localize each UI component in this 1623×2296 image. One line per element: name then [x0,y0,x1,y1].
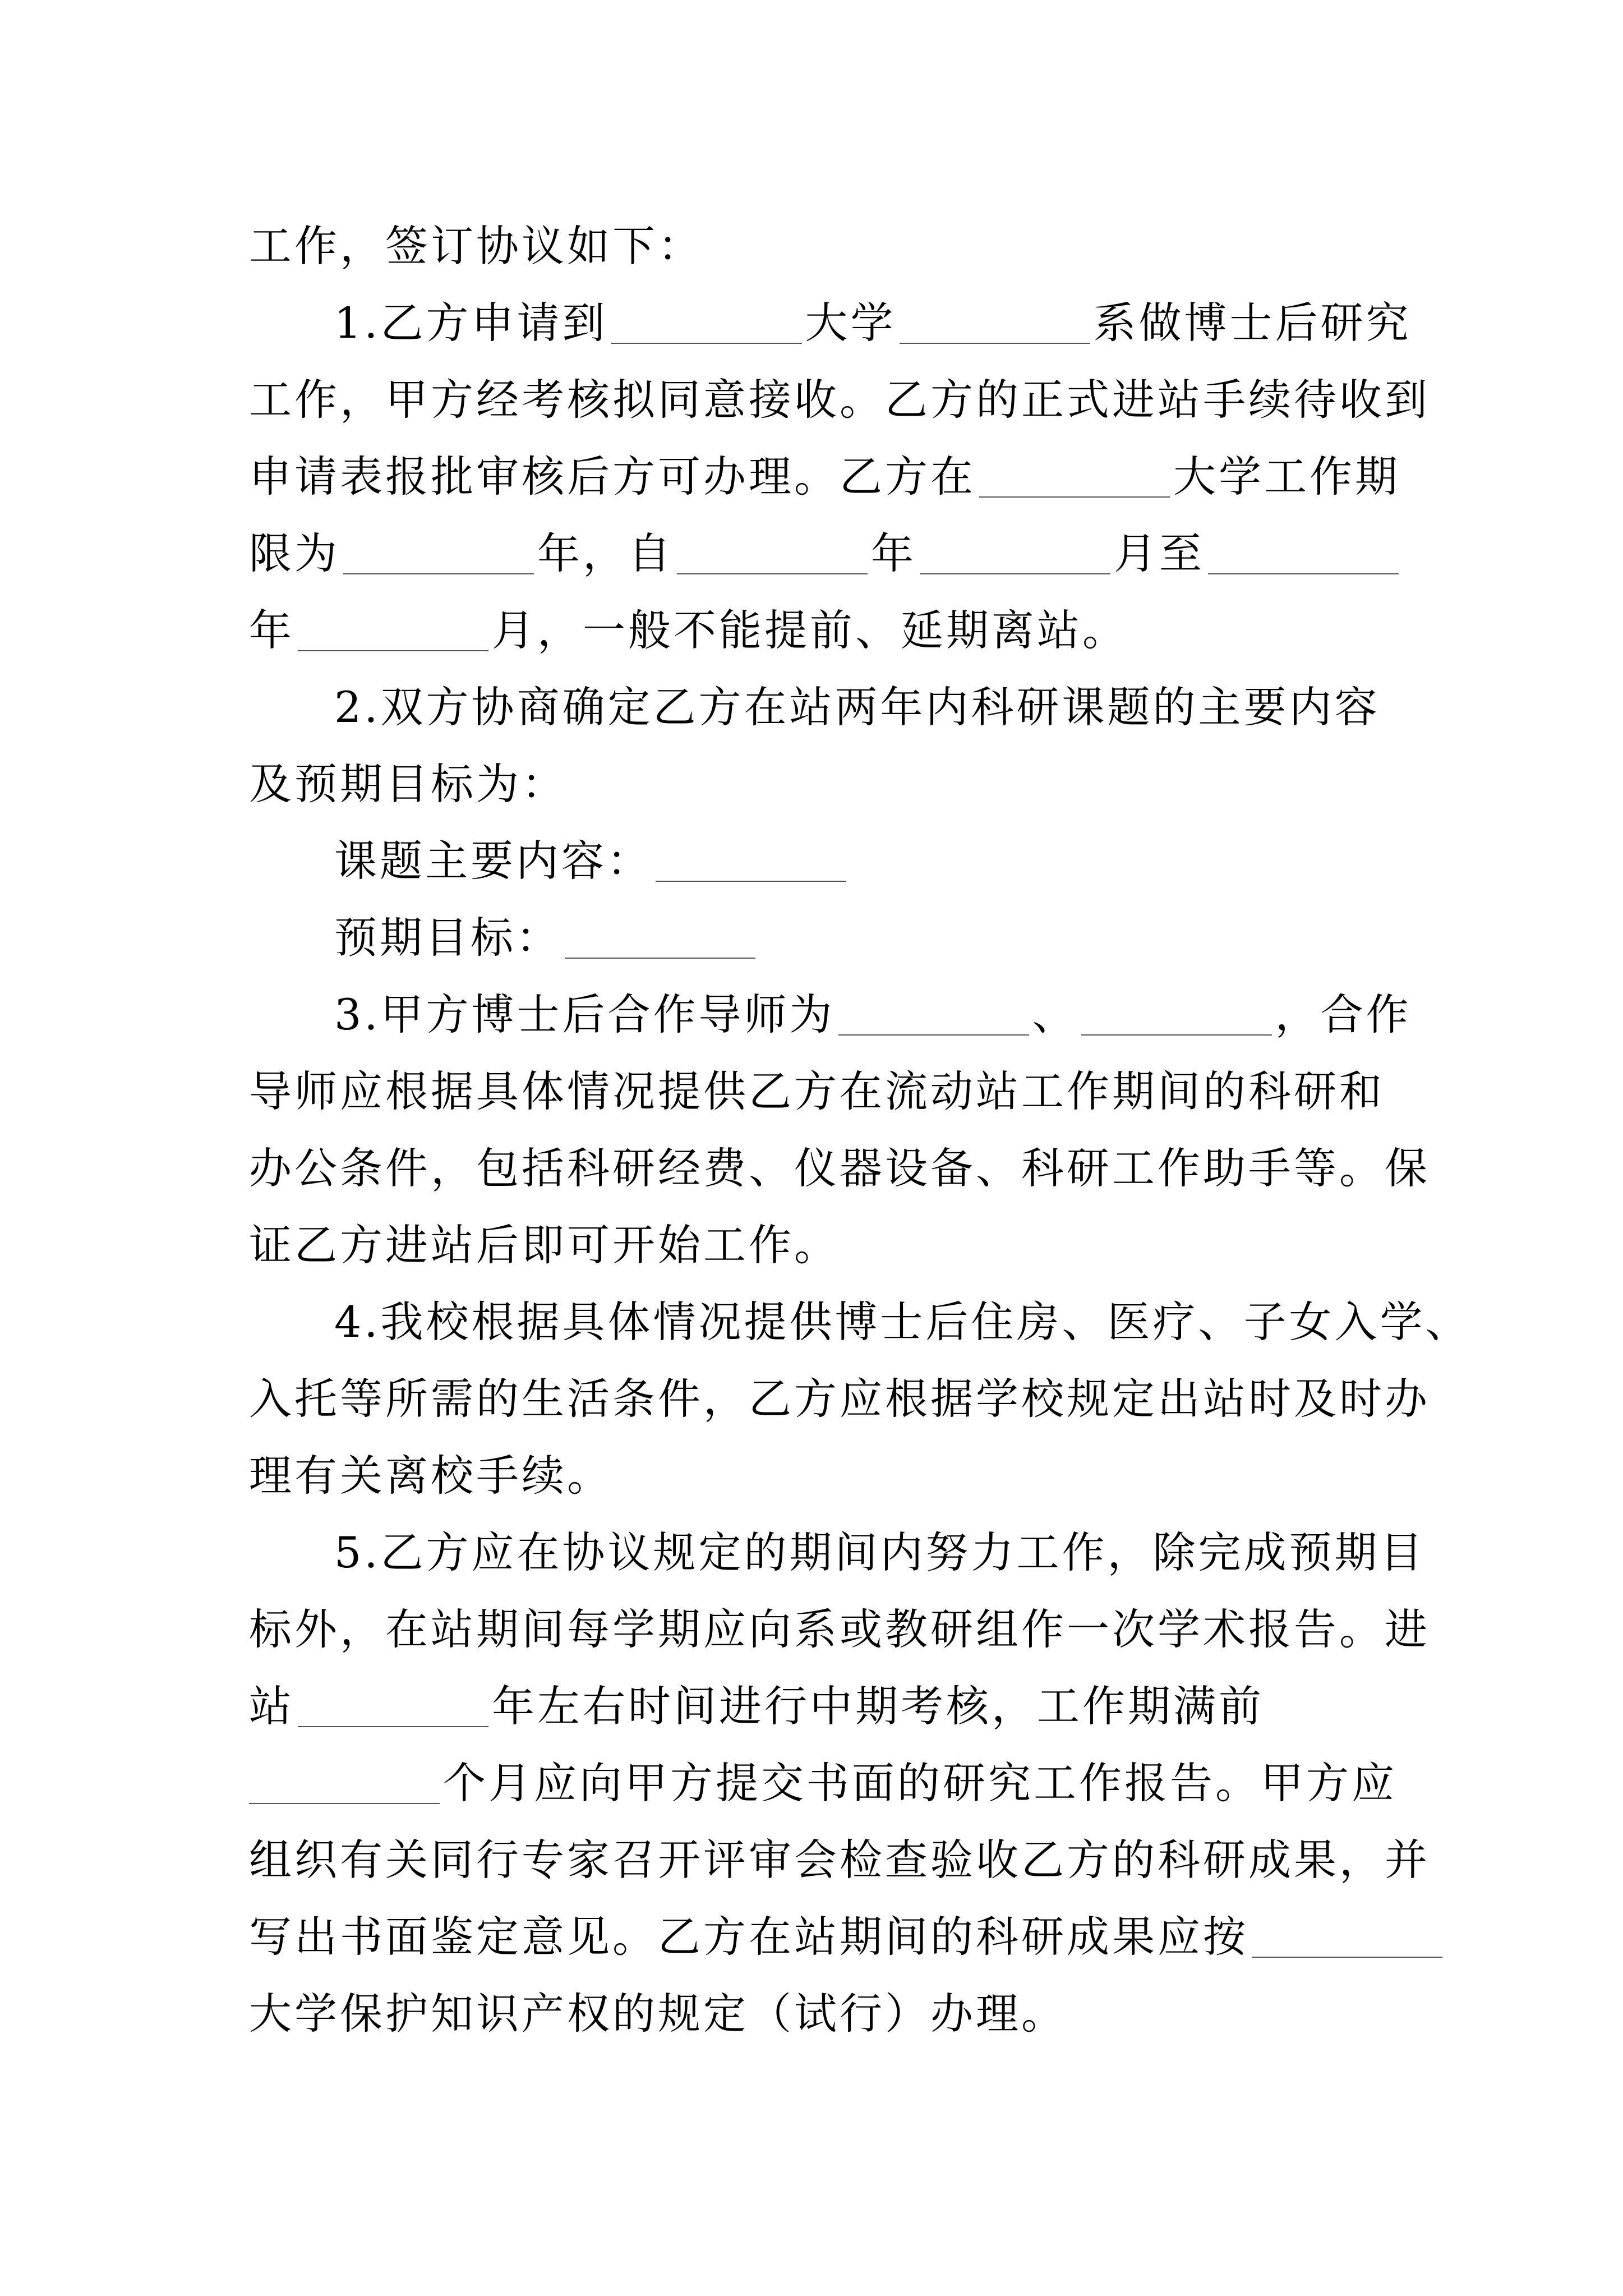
text-segment: 年 [249,605,294,655]
fill-blank-term-years [343,573,534,574]
text-line [249,899,1382,976]
text-segment: 写出书面鉴定意见。乙方在站期间的科研成果应按 [249,1912,1248,1962]
clause-2-line [249,669,1382,746]
text-line [249,1745,1397,1821]
fill-blank-supervisor-1 [838,1034,1029,1036]
fill-blank-topic-content [656,881,846,882]
text-segment: 5.乙方应在协议规定的期间内努力工作，除完成预期目 [334,1527,1426,1577]
text-segment: 证乙方进站后即可开始工作。 [249,1220,840,1270]
text-line [249,1975,1382,2052]
text-line [249,1207,1382,1283]
text-segment: 年，自 [537,528,674,578]
text-segment: 大学 [805,298,896,348]
text-line [249,1898,1382,1975]
text-line [249,822,1382,899]
text-segment: 1.乙方申请到 [334,298,608,348]
text-line [249,208,1382,284]
text-line [249,1130,1430,1207]
text-segment: 工作，签订协议如下： [249,221,703,271]
clause-1-line [249,284,1412,361]
text-segment: 3.甲方博士后合作导师为 [334,990,835,1039]
fill-blank-university [1252,1957,1442,1958]
clause-4-line [249,1283,1471,1360]
text-segment: 理有关离校手续。 [249,1451,612,1501]
text-line [249,1053,1385,1130]
text-segment: 大学保护知识产权的规定（试行）办理。 [249,1989,1067,2039]
fill-blank-start-month [920,573,1110,574]
fill-blank-months-before [249,1803,440,1804]
text-line [249,746,1382,822]
text-line [249,438,1400,515]
text-segment: 限为 [249,528,340,578]
text-segment: 月，一般不能提前、延期离站。 [492,605,1128,655]
text-segment: 系做博士后研究 [1093,298,1412,348]
text-segment: 导师应根据具体情况提供乙方在流动站工作期间的科研和 [249,1066,1385,1116]
text-segment: 申请表报批审核后方可办理。乙方在 [249,452,976,501]
text-line [249,1437,1382,1514]
document-body [249,208,1471,2052]
fill-blank-start-year [677,573,868,574]
text-segment: 大学工作期 [1173,452,1400,501]
fill-blank-end-month [298,650,488,651]
fill-blank-expected-goal [565,958,755,959]
text-segment: 年 [871,528,916,578]
text-segment: 月至 [1114,528,1205,578]
fill-blank-department [900,343,1090,344]
fill-blank-midterm-years [298,1726,488,1727]
text-line [249,592,1382,669]
clause-5-line [249,1514,1426,1591]
text-segment: 、 [1032,990,1078,1039]
text-segment: 工作，甲方经考核拟同意接收。乙方的正式进站手续待收到 [249,375,1430,425]
text-segment: 预期目标： [334,913,561,963]
fill-blank-university [611,343,802,344]
text-line [249,1591,1430,1668]
text-segment: 站 [249,1681,294,1731]
text-segment: 入托等所需的生活条件，乙方应根据学校规定出站时及时办 [249,1374,1430,1424]
text-segment: 组织有关同行专家召开评审会检查验收乙方的科研成果，并 [249,1835,1430,1885]
text-segment: 标外，在站期间每学期应向系或教研组作一次学术报告。进 [249,1604,1430,1654]
text-segment: 课题主要内容： [334,836,652,886]
text-line [249,1668,1382,1745]
text-line [249,361,1430,438]
text-segment: 4.我校根据具体情况提供博士后住房、医疗、子女入学、 [334,1297,1471,1347]
text-segment: 年左右时间进行中期考核，工作期满前 [492,1681,1264,1731]
text-line [249,515,1382,592]
text-line [249,1360,1430,1437]
text-segment: 个月应向甲方提交书面的研究工作报告。甲方应 [443,1758,1397,1808]
text-segment: 办公条件，包括科研经费、仪器设备、科研工作助手等。保 [249,1143,1430,1193]
fill-blank-end-year [1208,573,1399,574]
text-segment: 及预期目标为： [249,759,567,809]
text-line [249,1821,1430,1898]
fill-blank-supervisor-2 [1081,1034,1272,1036]
text-segment: 2.双方协商确定乙方在站两年内科研课题的主要内容 [334,682,1380,732]
clause-3-line [249,976,1412,1053]
fill-blank-university [979,496,1170,498]
text-segment: ，合作 [1275,990,1412,1039]
